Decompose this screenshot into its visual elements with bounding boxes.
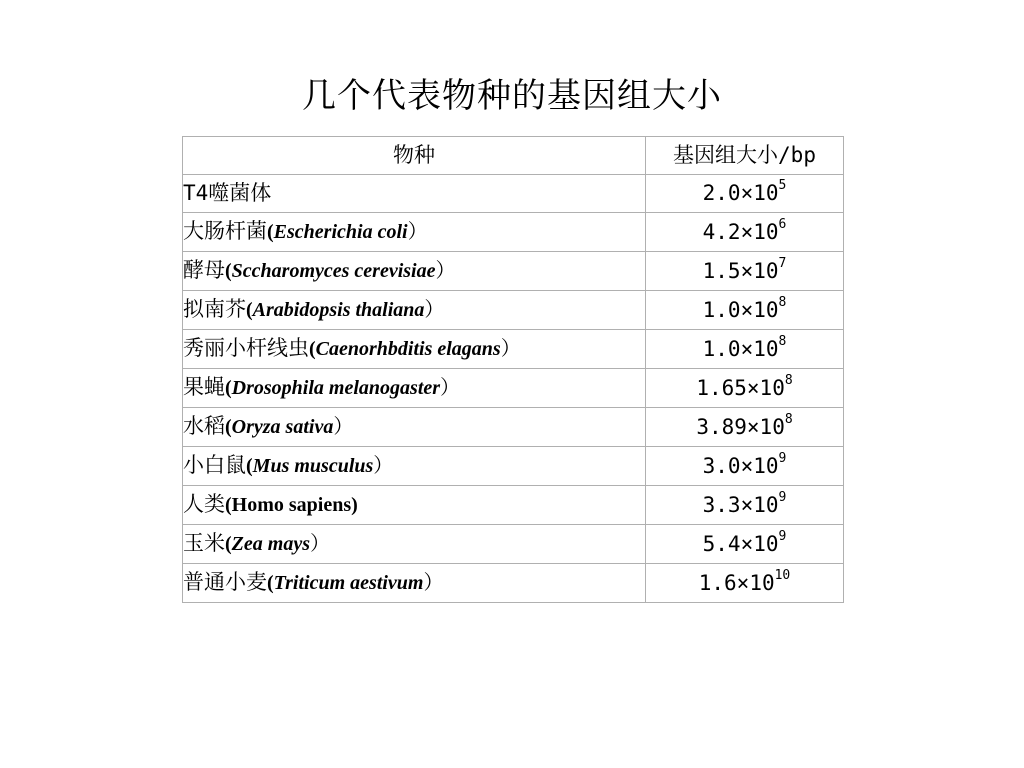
species-chinese-name: 玉米: [183, 531, 225, 555]
species-cell: [183, 330, 646, 369]
size-times-ten: ×10: [740, 258, 779, 283]
open-paren: (: [267, 572, 274, 594]
size-mantissa: 1.5: [702, 258, 741, 283]
table-row: [183, 252, 844, 291]
close-paren: ）: [500, 336, 521, 360]
size-times-ten: ×10: [740, 336, 779, 361]
table-row: [183, 564, 844, 603]
species-latin-name: Sccharomyces cerevisiae: [231, 260, 436, 282]
size-mantissa: 3.0: [702, 453, 741, 478]
genome-size-cell: [646, 369, 844, 408]
close-paren: ）: [407, 219, 428, 243]
open-paren: (: [225, 494, 232, 516]
size-mantissa: 1.65: [696, 375, 747, 400]
species-chinese-name: 水稻: [183, 414, 225, 438]
species-latin-name: Arabidopsis thaliana: [252, 299, 425, 321]
species-latin-name: Oryza sativa: [231, 416, 334, 438]
table-row: [183, 525, 844, 564]
size-exponent: 9: [778, 450, 787, 466]
close-paren: ）: [373, 453, 394, 477]
size-mantissa: 1.0: [702, 297, 741, 322]
species-cell: [183, 486, 646, 525]
size-mantissa: 5.4: [702, 531, 741, 556]
table-row: [183, 330, 844, 369]
size-exponent: 10: [774, 567, 791, 583]
close-paren: ): [351, 494, 358, 516]
species-cell: [183, 252, 646, 291]
size-exponent: 9: [778, 489, 787, 505]
size-exponent: 8: [784, 411, 793, 427]
close-paren: ）: [435, 258, 456, 282]
species-latin-name: Triticum aestivum: [273, 572, 424, 594]
genome-size-cell: [646, 213, 844, 252]
open-paren: (: [246, 299, 253, 321]
genome-size-cell: [646, 175, 844, 213]
genome-size-cell: [646, 330, 844, 369]
size-times-ten: ×10: [740, 453, 779, 478]
table-row: [183, 486, 844, 525]
species-cell: [183, 408, 646, 447]
size-mantissa: 1.6: [698, 570, 737, 595]
size-exponent: 9: [778, 528, 787, 544]
species-cell: [183, 291, 646, 330]
table-row: [183, 369, 844, 408]
size-times-ten: ×10: [736, 570, 775, 595]
species-chinese-name: 酵母: [183, 258, 225, 282]
genome-size-cell: [646, 291, 844, 330]
species-cell: [183, 447, 646, 486]
species-chinese-name: 大肠杆菌: [183, 219, 267, 243]
species-latin-name: Escherichia coli: [273, 221, 408, 243]
close-paren: ）: [423, 570, 444, 594]
table-row: [183, 175, 844, 213]
open-paren: (: [225, 377, 232, 399]
size-mantissa: 1.0: [702, 336, 741, 361]
header-genome-size: 基因组大小/bp: [646, 137, 844, 175]
species-chinese-name: 果蝇: [183, 375, 225, 399]
species-latin-name: Drosophila melanogaster: [231, 377, 441, 399]
header-species: 物种: [183, 137, 646, 175]
species-chinese-name: 拟南芥: [183, 297, 246, 321]
size-exponent: 8: [778, 333, 787, 349]
size-exponent: 7: [778, 255, 787, 271]
genome-size-cell: [646, 564, 844, 603]
species-cell: [183, 369, 646, 408]
species-chinese-name: 人类: [183, 492, 225, 516]
size-mantissa: 3.89: [696, 414, 747, 439]
species-latin-name: Caenorhbditis elagans: [315, 338, 501, 360]
open-paren: (: [225, 260, 232, 282]
genome-size-cell: [646, 486, 844, 525]
size-mantissa: 3.3: [702, 492, 741, 517]
size-times-ten: ×10: [740, 181, 779, 205]
size-exponent: 5: [778, 178, 787, 193]
table-header-row: [183, 137, 844, 175]
species-chinese-name: 普通小麦: [183, 570, 267, 594]
close-paren: ）: [424, 297, 445, 321]
slide-title: 几个代表物种的基因组大小: [302, 76, 722, 116]
species-cell: [183, 213, 646, 252]
size-times-ten: ×10: [746, 414, 785, 439]
genome-size-cell: [646, 408, 844, 447]
table-row: [183, 408, 844, 447]
size-times-ten: ×10: [740, 531, 779, 556]
size-mantissa: 4.2: [702, 219, 741, 244]
open-paren: (: [309, 338, 316, 360]
genome-size-cell: [646, 525, 844, 564]
species-latin-name: Zea mays: [231, 533, 310, 555]
close-paren: ）: [309, 531, 330, 555]
species-latin-name: Homo sapiens: [231, 494, 352, 516]
size-exponent: 8: [778, 294, 787, 310]
table-row: [183, 213, 844, 252]
species-cell: [183, 525, 646, 564]
size-exponent: 8: [784, 372, 793, 388]
table-row: [183, 447, 844, 486]
size-times-ten: ×10: [740, 297, 779, 322]
genome-size-cell: [646, 252, 844, 291]
size-exponent: 6: [778, 216, 787, 232]
genome-size-cell: [646, 447, 844, 486]
open-paren: (: [225, 533, 232, 555]
table-row: [183, 291, 844, 330]
genome-size-table: [182, 136, 844, 603]
size-mantissa: 2.0: [702, 181, 741, 205]
species-cell: [183, 175, 646, 213]
species-chinese-name: 秀丽小杆线虫: [183, 336, 309, 360]
close-paren: ）: [333, 414, 354, 438]
species-chinese-name: 小白鼠: [183, 453, 246, 477]
size-times-ten: ×10: [740, 492, 779, 517]
open-paren: (: [225, 416, 232, 438]
species-cell: [183, 564, 646, 603]
open-paren: (: [246, 455, 253, 477]
species-chinese-name: T4噬菌体: [183, 181, 272, 205]
open-paren: (: [267, 221, 274, 243]
species-latin-name: Mus musculus: [252, 455, 374, 477]
size-times-ten: ×10: [746, 375, 785, 400]
close-paren: ）: [440, 375, 461, 399]
table-body: [183, 175, 844, 603]
size-times-ten: ×10: [740, 219, 779, 244]
